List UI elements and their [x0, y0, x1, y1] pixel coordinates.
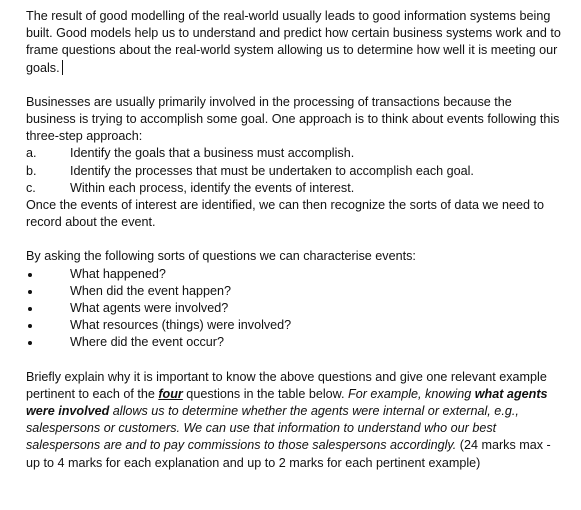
question-text: Where did the event occur? [70, 335, 225, 350]
paragraph-intro [26, 8, 563, 77]
list-item [26, 283, 563, 300]
bullet-icon [28, 341, 32, 345]
task-text: Briefly explain why it is important to know the above questions and give one relevant example pertinent to each of the [26, 369, 547, 401]
example-italic-2: allows us to determine whether the agents were internal or external, e.g., salespersons or customers. We can use that information to understand who our best salespersons are and to pay commissions to those salespersons accordingly. [26, 404, 519, 453]
step-marker: c. [26, 180, 36, 195]
approach-intro: Businesses are usually primarily involved in the processing of transactions because the business is trying to accomplish some goal. One approach is to think about events following this three-step approach: [26, 94, 560, 144]
task-text-2: questions in the table below. [182, 386, 349, 401]
step-text: Identify the goals that a business must accomplish. [70, 146, 355, 161]
paragraph-approach [26, 94, 563, 232]
question-text: What happened? [70, 266, 166, 281]
bullet-icon [28, 324, 32, 328]
question-text: What resources (things) were involved? [70, 318, 292, 333]
list-item [26, 180, 563, 197]
list-item [26, 266, 563, 283]
step-text: Within each process, identify the events of interest. [70, 180, 355, 195]
list-item [26, 334, 563, 351]
steps-list [26, 145, 563, 197]
list-item [26, 163, 563, 180]
question-text: When did the event happen? [70, 283, 232, 298]
list-item [26, 145, 563, 162]
step-text: Identify the processes that must be undertaken to accomplish each goal. [70, 163, 474, 178]
marks-text: (24 marks max - up to 4 marks for each explanation and up to 2 marks for each pertinent example) [26, 438, 551, 470]
list-item [26, 317, 563, 334]
paragraph-intro-text: The result of good modelling of the real-world usually leads to good information systems being built. Good models help us to understand and predict how certain business systems work and to frame questions about the real-world system allowing us to determine how well it is meeting our goals. [26, 9, 561, 75]
bullet-icon [28, 290, 32, 294]
bullet-icon [28, 273, 32, 277]
text-cursor [62, 60, 63, 75]
question-text: What agents were involved? [70, 301, 229, 316]
list-item [26, 300, 563, 317]
bullet-icon [28, 307, 32, 311]
example-bold-italic: what agents were involved [26, 386, 548, 419]
step-marker: a. [26, 146, 37, 161]
emphasis-four: four [158, 386, 183, 401]
example-italic-1: For example, knowing [348, 386, 475, 401]
approach-outro: Once the events of interest are identified, we can then recognize the sorts of data we need to record about the event. [26, 198, 545, 230]
questions-intro: By asking the following sorts of questions we can characterise events: [26, 249, 416, 264]
paragraph-questions [26, 248, 563, 351]
step-marker: b. [26, 163, 37, 178]
questions-list [26, 266, 563, 352]
paragraph-task [26, 369, 563, 472]
